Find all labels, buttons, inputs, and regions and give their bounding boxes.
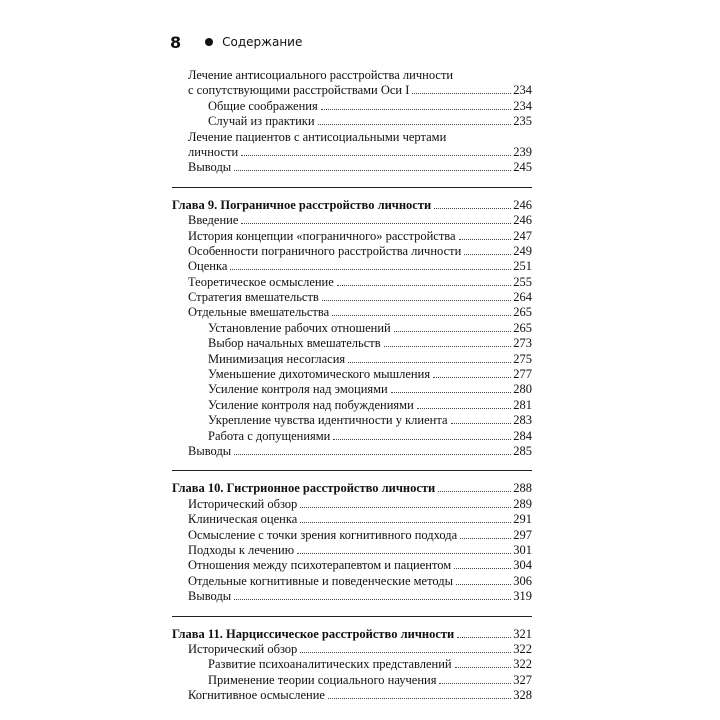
toc-entry: [172, 321, 532, 336]
leader-dots: [457, 637, 511, 638]
toc-entry-title: Исторический обзор: [188, 496, 298, 511]
toc-entry-title: Выводы: [188, 160, 232, 175]
toc-page-number: 288: [513, 481, 532, 496]
chapter-title: Глава 10. Гистрионное расстройство личности: [172, 481, 436, 496]
toc-page-number: 328: [513, 688, 532, 703]
leader-dots: [322, 300, 511, 301]
toc-page-number: 255: [513, 274, 532, 289]
toc-page-number: 297: [513, 527, 532, 542]
toc-page-number: 283: [513, 413, 532, 428]
toc-entry: [172, 398, 532, 413]
toc-entry: [172, 528, 532, 543]
toc-entry: [172, 275, 532, 290]
toc-page-number: 277: [513, 367, 532, 382]
toc-entry: [172, 99, 532, 114]
toc-entry: [172, 382, 532, 397]
toc-entry-title: с сопутствующими расстройствами Оси I: [188, 83, 410, 98]
toc-entry-title: Уменьшение дихотомического мышления: [208, 367, 431, 382]
leader-dots: [455, 667, 512, 668]
toc-entry: [172, 83, 532, 98]
leader-dots: [439, 683, 511, 684]
leader-dots: [328, 698, 511, 699]
leader-dots: [460, 538, 511, 539]
toc-page-number: 246: [513, 197, 532, 212]
toc-page-number: 275: [513, 351, 532, 366]
toc-entry-title: Укрепление чувства идентичности у клиента: [208, 413, 448, 428]
toc-entry-title: Развитие психоаналитических представлений: [208, 657, 452, 672]
toc-entry: [172, 543, 532, 558]
toc-entry: [172, 413, 532, 428]
leader-dots: [417, 408, 511, 409]
toc-entry-title: Осмысление с точки зрения когнитивного подхода: [188, 527, 458, 542]
toc-page-number: 235: [513, 114, 532, 129]
toc-entry-title: Оценка: [188, 259, 228, 274]
toc-page-number: 289: [513, 496, 532, 511]
toc-page-number: 291: [513, 512, 532, 527]
toc-entry: [172, 336, 532, 351]
toc-page-number: 322: [513, 657, 532, 672]
leader-dots: [434, 208, 511, 209]
toc-entry-title: Стратегия вмешательств: [188, 290, 319, 305]
toc-entry-title: Отдельные когнитивные и поведенческие методы: [188, 573, 454, 588]
leader-dots: [391, 392, 512, 393]
toc-entry-title: Установление рабочих отношений: [208, 320, 391, 335]
leader-dots: [438, 491, 511, 492]
toc-page-number: 249: [513, 243, 532, 258]
toc-entry-title: Выбор начальных вмешательств: [208, 336, 381, 351]
toc-entry-title: Особенности пограничного расстройства личности: [188, 243, 462, 258]
toc-entry-title: Отношения между психотерапевтом и пациентом: [188, 558, 452, 573]
toc-entry: [172, 229, 532, 244]
leader-dots: [234, 454, 511, 455]
toc-entry-title: Исторический обзор: [188, 641, 298, 656]
toc-entry-title: Случай из практики: [208, 114, 315, 129]
toc-page-number: 245: [513, 160, 532, 175]
toc-entry: [172, 305, 532, 320]
toc-entry-title: Отдельные вмешательства: [188, 305, 330, 320]
toc-page-number: 306: [513, 573, 532, 588]
toc-entry-title: Введение: [188, 213, 239, 228]
divider: [172, 470, 532, 471]
leader-dots: [234, 170, 511, 171]
toc-entry: [172, 259, 532, 274]
toc-entry: [172, 213, 532, 228]
leader-dots: [300, 507, 511, 508]
toc-entry: [172, 558, 532, 573]
leader-dots: [433, 377, 511, 378]
leader-dots: [394, 331, 512, 332]
leader-dots: [337, 285, 511, 286]
toc-entry: [172, 68, 532, 83]
toc-entry-title: Лечение антисоциального расстройства личности: [188, 68, 454, 82]
leader-dots: [300, 652, 511, 653]
toc-entry-title: Работа с допущениями: [208, 428, 331, 443]
toc-page-number: 273: [513, 336, 532, 351]
toc-page-number: 281: [513, 397, 532, 412]
toc-entry-title: Минимизация несогласия: [208, 351, 346, 366]
leader-dots: [230, 269, 511, 270]
toc-entry-title: Когнитивное осмысление: [188, 688, 325, 703]
divider: [172, 187, 532, 188]
leader-dots: [456, 584, 511, 585]
leader-dots: [300, 522, 511, 523]
leader-dots: [464, 254, 511, 255]
chapter-heading: [172, 627, 532, 642]
running-header: [170, 30, 302, 54]
toc-entry: [172, 642, 532, 657]
running-title: Содержание: [222, 35, 303, 49]
toc-page-number: 265: [513, 320, 532, 335]
toc-entry-title: Подходы к лечению: [188, 542, 295, 557]
toc-entry: [172, 673, 532, 688]
toc-page-number: 234: [513, 83, 532, 98]
toc-entry: [172, 114, 532, 129]
toc-page-number: 285: [513, 443, 532, 458]
toc-entry: [172, 497, 532, 512]
toc-page-number: 247: [513, 228, 532, 243]
bullet-icon: [205, 38, 213, 46]
leader-dots: [384, 346, 512, 347]
leader-dots: [333, 439, 511, 440]
leader-dots: [459, 239, 512, 240]
toc-page-number: 322: [513, 641, 532, 656]
toc-entry-title: Выводы: [188, 589, 232, 604]
toc-page-number: 239: [513, 144, 532, 159]
toc-entry: [172, 160, 532, 175]
leader-dots: [332, 315, 511, 316]
toc-page-number: 251: [513, 259, 532, 274]
toc-page-number: 265: [513, 305, 532, 320]
leader-dots: [412, 93, 511, 94]
toc-entry-title: Применение теории социального научения: [208, 672, 437, 687]
leader-dots: [241, 223, 511, 224]
toc-entry: [172, 130, 532, 145]
toc-entry-title: личности: [188, 144, 239, 159]
toc-page-number: 246: [513, 213, 532, 228]
toc-page-number: 280: [513, 382, 532, 397]
leader-dots: [318, 124, 512, 125]
leader-dots: [321, 109, 512, 110]
leader-dots: [451, 423, 512, 424]
table-of-contents: [172, 68, 532, 703]
leader-dots: [348, 362, 511, 363]
toc-entry: [172, 352, 532, 367]
toc-page-number: 284: [513, 428, 532, 443]
toc-entry: [172, 512, 532, 527]
toc-entry-title: Лечение пациентов с антисоциальными чертами: [188, 129, 447, 144]
page-number: 8: [170, 32, 182, 52]
leader-dots: [454, 568, 511, 569]
toc-page-number: 301: [513, 542, 532, 557]
toc-page-number: 321: [513, 626, 532, 641]
toc-entry-title: Клиническая оценка: [188, 512, 298, 527]
toc-entry: [172, 589, 532, 604]
leader-dots: [297, 553, 511, 554]
leader-dots: [234, 599, 511, 600]
toc-page-number: 304: [513, 558, 532, 573]
leader-dots: [241, 155, 511, 156]
toc-entry: [172, 244, 532, 259]
chapter-heading: [172, 198, 532, 213]
toc-entry: [172, 444, 532, 459]
toc-page-number: 319: [513, 589, 532, 604]
chapter-title: Глава 11. Нарциссическое расстройство личности: [172, 626, 455, 641]
toc-entry: [172, 574, 532, 589]
toc-entry: [172, 429, 532, 444]
toc-page-number: 264: [513, 290, 532, 305]
toc-entry-title: История концепции «пограничного» расстройства: [188, 228, 456, 243]
toc-entry-title: Теоретическое осмысление: [188, 274, 334, 289]
toc-entry: [172, 688, 532, 703]
toc-entry-title: Общие соображения: [208, 98, 318, 113]
toc-entry-title: Выводы: [188, 443, 232, 458]
toc-entry-title: Усиление контроля над эмоциями: [208, 382, 388, 397]
divider: [172, 616, 532, 617]
toc-entry: [172, 367, 532, 382]
toc-entry: [172, 657, 532, 672]
chapter-heading: [172, 481, 532, 496]
toc-page-number: 234: [513, 98, 532, 113]
chapter-title: Глава 9. Пограничное расстройство личности: [172, 197, 432, 212]
toc-entry: [172, 290, 532, 305]
toc-page-number: 327: [513, 672, 532, 687]
toc-entry: [172, 145, 532, 160]
toc-entry-title: Усиление контроля над побуждениями: [208, 397, 414, 412]
